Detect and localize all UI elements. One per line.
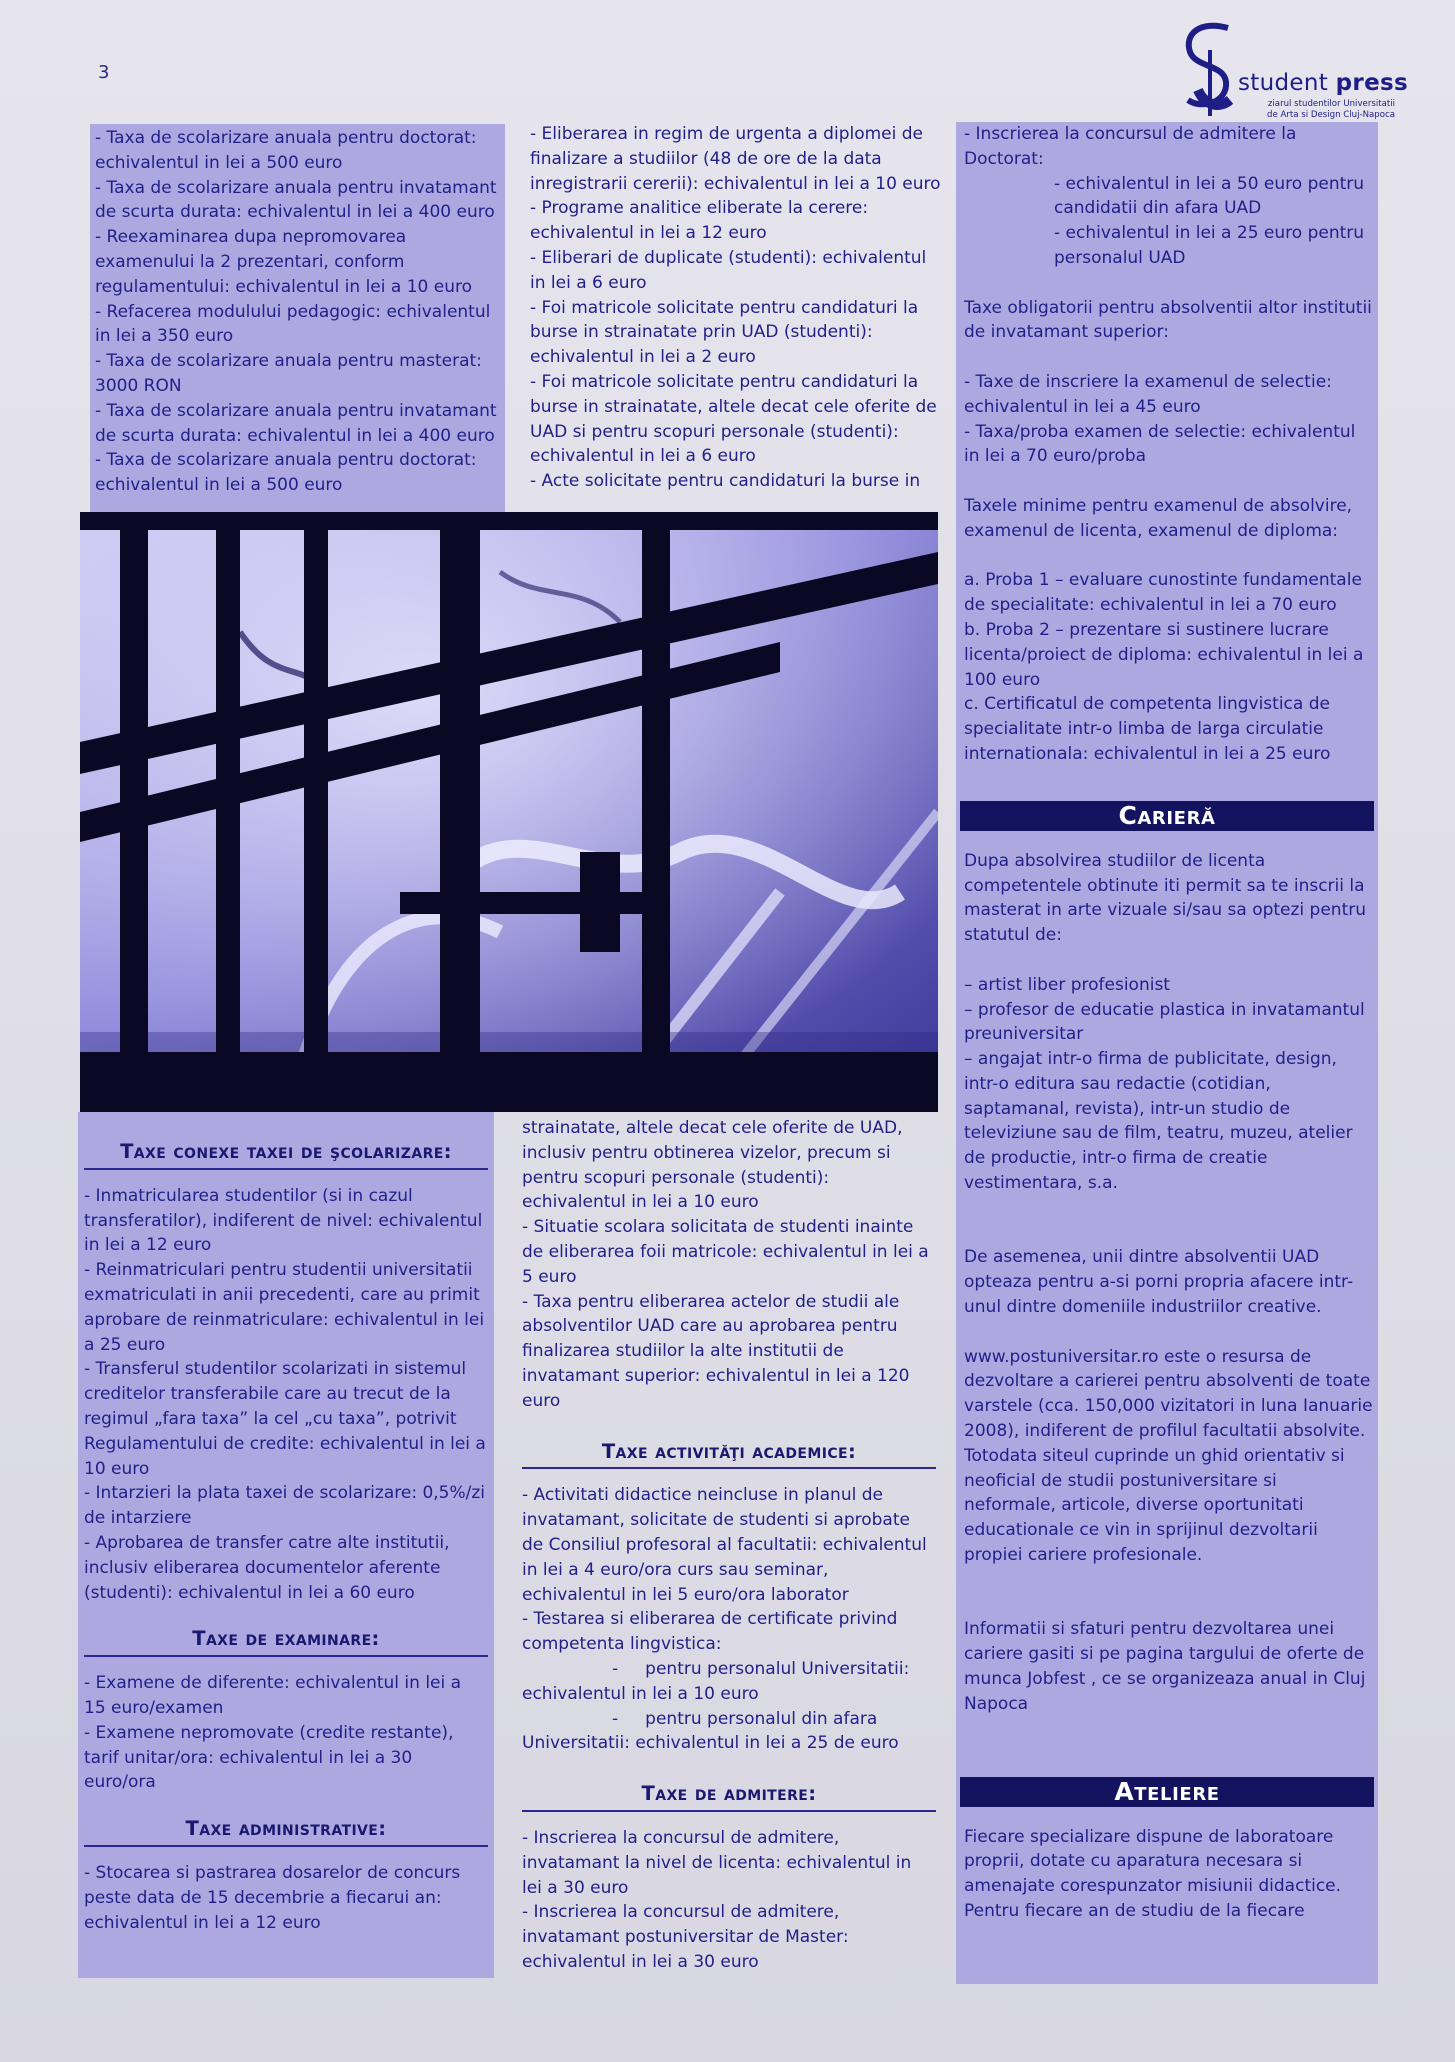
- fee-item: - Testarea si eliberarea de certificate privind competenta lingvistica:: [522, 1609, 898, 1655]
- list-item: – profesor de educatie plastica in invatamantul preuniversitar: [964, 999, 1365, 1045]
- fee-item: - Situatie scolara solicitata de studenti inainte de eliberarea foii matricole: echivalentul in lei a 5 euro: [522, 1217, 929, 1287]
- banner-ateliere: Ateliere: [960, 1777, 1374, 1807]
- heading-taxe-activitati-academice: Taxe activităţi academice:: [522, 1440, 936, 1470]
- paragraph: De asemenea, unii dintre absolventii UAD opteaza pentru a-si porni propria afacere intr-unul dintre domeniile industriilor creative.: [964, 1247, 1354, 1318]
- fee-item: b. Proba 2 – prezentare si sustinere lucrare licenta/proiect de diploma: echivalentul in lei a 100 euro: [964, 619, 1364, 690]
- stylized-s-logo-icon: [1180, 20, 1242, 116]
- fee-item: - Inscrierea la concursul de admitere la Doctorat:: [964, 124, 1297, 169]
- fee-item: - Taxa de scolarizare anuala pentru doctorat: echivalentul in lei a 500 euro: [95, 128, 477, 173]
- subitem-text: pentru personalul din afara Universitatii: echivalentul in lei a 25 de euro: [522, 1708, 899, 1754]
- fee-item: - Examene nepromovate (credite restante), tarif unitar/ora: echivalentul in lei a 30 euro/ora: [84, 1722, 454, 1793]
- fee-item: - Examene de diferente: echivalentul in lei a 15 euro/examen: [84, 1673, 462, 1718]
- fee-item: c. Certificatul de competenta lingvistica de specialitate intr-o limba de larga circulatie internationala: echivalentul in lei a 25 euro: [964, 694, 1331, 764]
- fee-item: - Aprobarea de transfer catre alte institutii, inclusiv eliberarea documentelor aferente (studenti): echivalentul in lei a 60 euro: [84, 1532, 450, 1603]
- fee-subitem: - echivalentul in lei a 50 euro pentru candidatii din afara UAD: [1054, 173, 1365, 219]
- fee-item: - Reinmatriculari pentru studentii universitatii exmatriculati in anii precedenti, care au primit aprobare de reinmatriculare: echivalentul in lei a 25 euro: [84, 1260, 485, 1355]
- fee-subitem: [522, 1707, 936, 1757]
- paragraph: Fiecare specializare dispune de laboratoare proprii, dotate cu aparatura necesara si amenajate corespunzator misiunii didactice. Pentru fiecare an de studiu de la fiecare: [964, 1826, 1342, 1921]
- fee-item: - Taxe de inscriere la examenul de selectie: echivalentul in lei a 45 euro: [964, 371, 1332, 417]
- column-3: [956, 122, 1378, 1984]
- fee-item: - Programe analitice eliberate la cerere: echivalentul in lei a 12 euro: [530, 198, 869, 244]
- brand-regular: student: [1238, 70, 1329, 96]
- heading-taxe-admitere: Taxe de admitere:: [522, 1782, 936, 1812]
- fee-item: - Eliberarea in regim de urgenta a diplomei de finalizare a studiilor (48 de ore de la data inregistrarii cererii): echivalentul in lei a 10 euro: [530, 124, 941, 194]
- fee-item: - Inscrierea la concursul de admitere, invatamant la nivel de licenta: echivalentul in lei a 30 euro: [522, 1827, 912, 1898]
- banner-cariera: Carieră: [960, 801, 1374, 831]
- paragraph: www.postuniversitar.ro este o resursa de dezvoltare a carierei pentru absolventi de toate varstele (cca. 150,000 vizitatori in luna Ianuarie 2008), indiferent de profilul facultatii absolvite. Totodata siteul cuprinde un ghid orientativ si neoficial de studii postuniversitare si neformale, articole, diverse oportunitati educationale ce vin in sprijinul dezvoltarii propiei cariere profesionale.: [964, 1346, 1373, 1566]
- paragraph-title: Taxe obligatorii pentru absolventii altor institutii de invatamant superior:: [964, 297, 1372, 343]
- heading-taxe-administrative: Taxe administrative:: [84, 1817, 488, 1847]
- subitem-dash: -: [612, 1708, 619, 1729]
- fee-item: - Inmatricularea studentilor (si in cazul transferatilor), indiferent de nivel: echivalentul in lei a 12 euro: [84, 1185, 483, 1256]
- fee-item: - Taxa de scolarizare anuala pentru masterat: 3000 RON: [95, 351, 482, 396]
- paragraph: Dupa absolvirea studiilor de licenta competentele obtinute iti permit sa te inscrii la masterat in arte vizuale si/sau sa optezi pentru statutul de:: [964, 850, 1367, 946]
- brand-name: [1238, 70, 1408, 96]
- window-grille-photo: [80, 512, 938, 1112]
- fee-item: - Intarzieri la plata taxei de scolarizare: 0,5%/zi de intarziere: [84, 1483, 486, 1529]
- column-1-bottom: [78, 1112, 494, 1978]
- subitem-text: pentru personalul Universitatii: echivalentul in lei a 10 euro: [522, 1658, 910, 1704]
- photo-illustration: [80, 512, 938, 1112]
- fee-item: - Transferul studentilor scolarizati in sistemul creditelor transferabile care au trecut de la regimul „fara taxa” la cel „cu taxa”, potrivit Regulamentului de credite: echivalentul in lei a 10 euro: [84, 1359, 486, 1479]
- fee-item: - Inscrierea la concursul de admitere, invatamant postuniversitar de Master: echivalentul in lei a 30 euro: [522, 1902, 849, 1972]
- fee-item: - Taxa de scolarizare anuala pentru doctorat: echivalentul in lei a 500 euro: [95, 450, 477, 496]
- column-1-top: [90, 124, 505, 512]
- fee-item: - Taxa pentru eliberarea actelor de studii ale absolventilor UAD care au aprobarea pentru finalizarea studiilor la alte institutii de invatamant superior: echivalentul in lei a 120 euro: [522, 1291, 910, 1411]
- fee-item: - Taxa de scolarizare anuala pentru invatamant de scurta durata: echivalentul in lei a 400 euro: [95, 177, 497, 223]
- column-2-top: [522, 118, 950, 498]
- list-item: – angajat intr-o firma de publicitate, design, intr-o editura sau redactie (cotidian, saptamanal, revista), intr-un studio de televiziune sau de film, teatru, muzeu, atelier de productie, intr-o firma de creatie vestimentara, s.a.: [964, 1049, 1353, 1194]
- masthead-tagline: ziarul studentilor Universitatii de Arta si Design Cluj-Napoca: [1267, 99, 1395, 120]
- fee-item: a. Proba 1 – evaluare cunostinte fundamentale de specialitate: echivalentul in lei a 70 euro: [964, 570, 1362, 616]
- fee-item: strainatate, altele decat cele oferite de UAD, inclusiv pentru obtinerea vizelor, precum si pentru scopuri personale (studenti): echivalentul in lei a 10 euro: [522, 1118, 903, 1213]
- heading-taxe-examinare: Taxe de examinare:: [84, 1627, 488, 1657]
- fee-item: - Refacerea modulului pedagogic: echivalentul in lei a 350 euro: [95, 301, 491, 347]
- fee-item: - Eliberari de duplicate (studenti): echivalentul in lei a 6 euro: [530, 247, 927, 293]
- fee-item: - Taxa de scolarizare anuala pentru invatamant de scurta durata: echivalentul in lei a 400 euro: [95, 400, 497, 446]
- list-item: – artist liber profesionist: [964, 974, 1170, 995]
- paragraph-title: Taxele minime pentru examenul de absolvire, examenul de licenta, examenul de diploma:: [964, 495, 1353, 541]
- fee-subitem: [522, 1657, 936, 1707]
- heading-taxe-conexe: Taxe conexe taxei de şcolarizare:: [84, 1140, 488, 1170]
- subitem-dash: -: [612, 1658, 619, 1679]
- paragraph: Informatii si sfaturi pentru dezvoltarea unei cariere gasiti si pe pagina targului de oferte de munca Jobfest , ce se organizeaza anual in Cluj Napoca: [964, 1619, 1366, 1714]
- column-2-bottom: [516, 1112, 940, 1978]
- fee-item: - Acte solicitate pentru candidaturi la burse in: [530, 471, 921, 492]
- fee-item: - Reexaminarea dupa nepromovarea examenului la 2 prezentari, conform regulamentului: echivalentul in lei a 10 euro: [95, 227, 472, 297]
- fee-subitem: - echivalentul in lei a 25 euro pentru personalul UAD: [1054, 223, 1365, 268]
- fee-item: - Activitati didactice neincluse in planul de invatamant, solicitate de studenti si aprobate de Consiliul profesoral al facultatii: echivalentul in lei a 4 euro/ora curs sau seminar, echivalentul in lei 5 euro/ora laborator: [522, 1485, 927, 1605]
- fee-item: - Foi matricole solicitate pentru candidaturi la burse in strainatate, altele decat cele oferite de UAD si pentru scopuri personale (studenti): echivalentul in lei a 6 euro: [530, 371, 937, 467]
- fee-item: - Stocarea si pastrarea dosarelor de concurs peste data de 15 decembrie a fiecarui an: echivalentul in lei a 12 euro: [84, 1862, 461, 1933]
- brand-bold: press: [1335, 70, 1408, 96]
- fee-item: - Foi matricole solicitate pentru candidaturi la burse in strainatate prin UAD (studenti): echivalentul in lei a 2 euro: [530, 297, 919, 368]
- masthead: [1180, 20, 1408, 120]
- fee-item: - Taxa/proba examen de selectie: echivalentul in lei a 70 euro/proba: [964, 421, 1356, 467]
- page-number: 3: [98, 62, 110, 83]
